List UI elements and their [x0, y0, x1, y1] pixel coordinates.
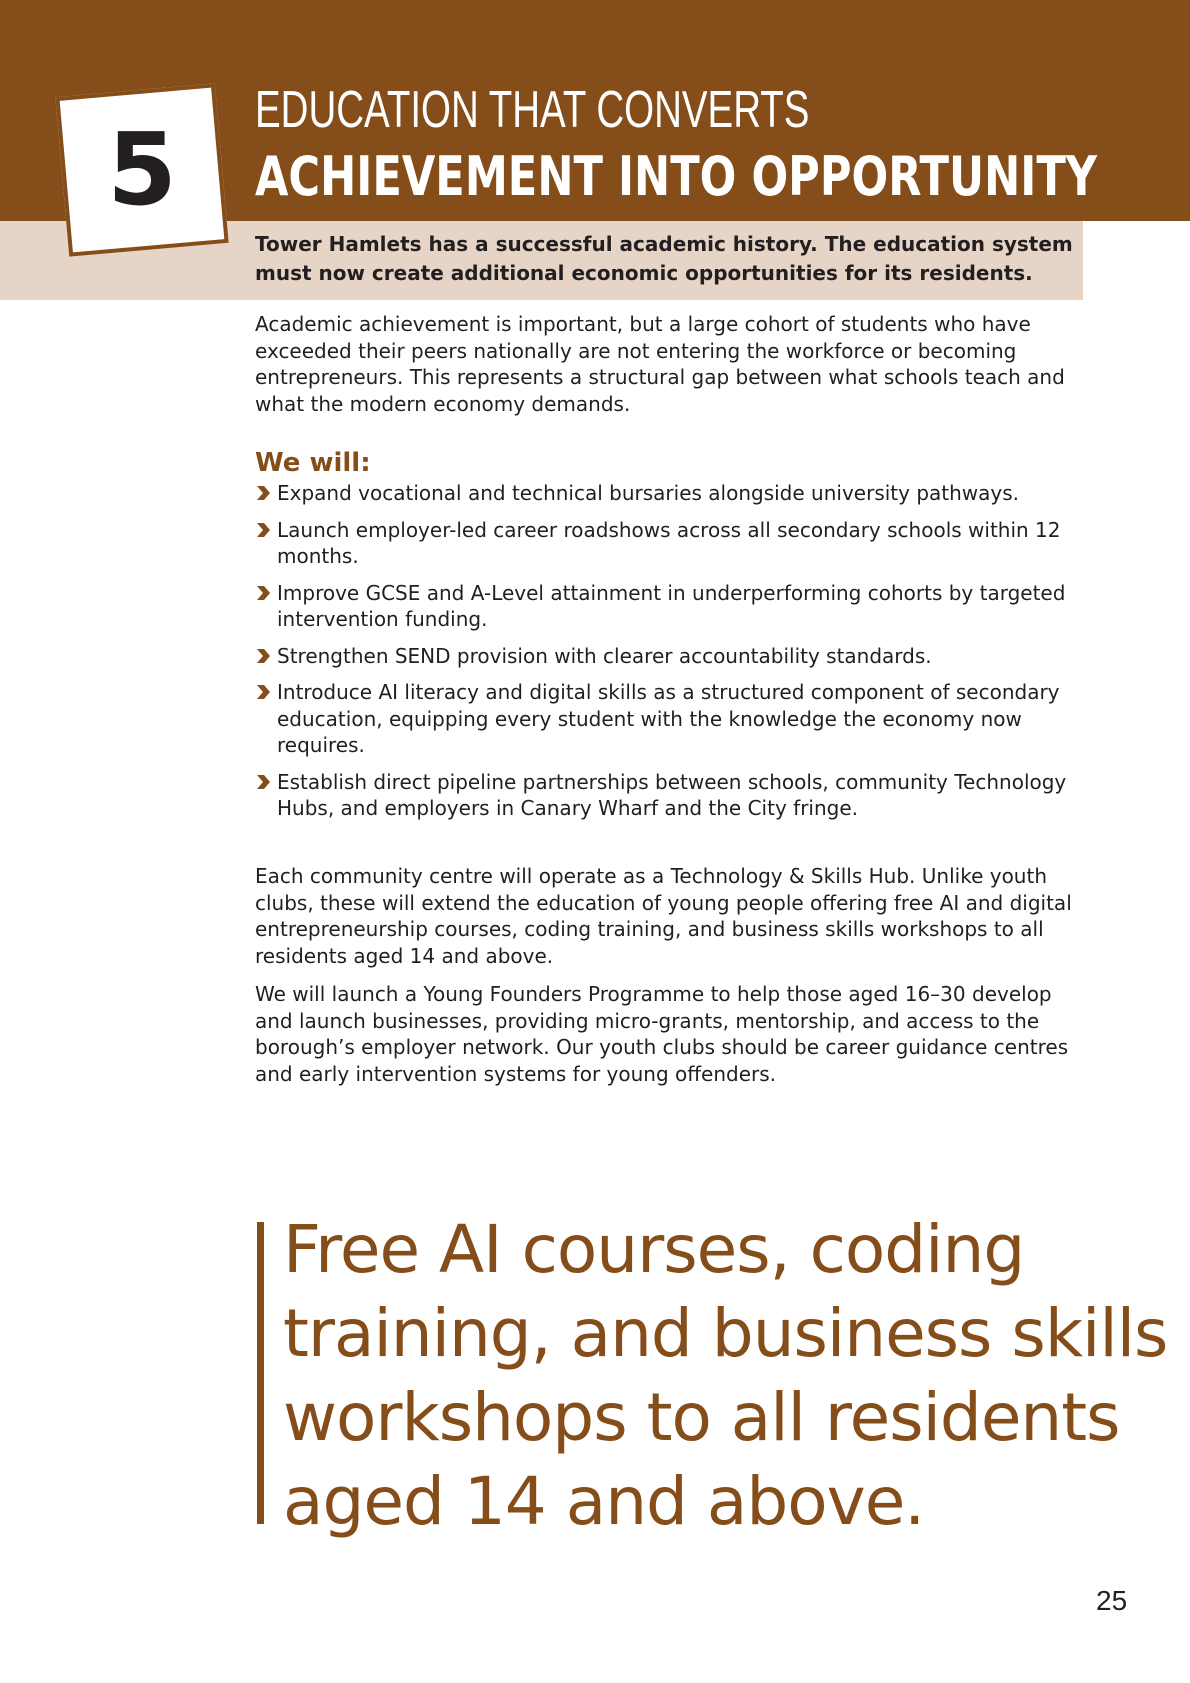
we-will-heading: We will: — [255, 448, 371, 478]
section-title-line2: ACHIEVEMENT INTO OPPORTUNITY — [255, 145, 1098, 208]
list-item — [255, 480, 1090, 507]
chevron-right-icon — [255, 522, 271, 538]
list-item-text: Establish direct pipeline partnerships between schools, community Technology Hubs, and employers in Canary Wharf and the City fringe. — [277, 769, 1067, 820]
body-paragraph-1: Academic achievement is important, but a large cohort of students who have exceeded their peers nationally are not entering the workforce or becoming entrepreneurs. This represents a structural gap between what schools teach and what the modern economy demands. — [255, 312, 1065, 416]
chevron-right-icon — [255, 485, 271, 501]
list-item-text: Launch employer-led career roadshows across all secondary schools within 12 months. — [277, 517, 1061, 568]
list-item — [255, 580, 1090, 633]
section-number-badge — [55, 83, 228, 256]
section-title-line1: EDUCATION THAT CONVERTS — [255, 81, 810, 139]
section-number: 5 — [107, 111, 177, 228]
chevron-right-icon — [255, 648, 271, 664]
pull-quote: Free AI courses, coding training, and business skills workshops to all residents aged 14 and above. — [283, 1211, 1168, 1540]
intro-text: Tower Hamlets has a successful academic history. The education system must now create additional economic opportunities for its residents. — [255, 232, 1073, 285]
list-item-text: Improve GCSE and A-Level attainment in underperforming cohorts by targeted intervention funding. — [277, 580, 1066, 631]
list-item-text: Strengthen SEND provision with clearer accountability standards. — [277, 643, 932, 668]
chevron-right-icon — [255, 684, 271, 700]
list-item-text: Expand vocational and technical bursaries alongside university pathways. — [277, 481, 1020, 505]
list-item — [255, 769, 1090, 822]
page-number: 25 — [1096, 1585, 1128, 1616]
list-item-text: Introduce AI literacy and digital skills as a structured component of secondary education, equipping every student with the knowledge the economy now requires. — [277, 680, 1060, 757]
chevron-right-icon — [255, 774, 271, 790]
commitments-list — [255, 480, 1090, 832]
chevron-right-icon — [255, 585, 271, 601]
list-item — [255, 679, 1090, 759]
body-paragraph-2: Each community centre will operate as a Technology & Skills Hub. Unlike youth clubs, these will extend the education of young people offering free AI and digital entrepreneurship courses, coding training, and business skills workshops to all residents aged 14 and above. — [255, 864, 1072, 968]
pull-quote-bar — [257, 1222, 264, 1524]
list-item — [255, 643, 1090, 670]
body-paragraph-3: We will launch a Young Founders Programme to help those aged 16–30 develop and launch businesses, providing micro-grants, mentorship, and access to the borough’s employer network. Our youth clubs should be career guidance centres and early intervention systems for young offenders. — [255, 982, 1069, 1086]
list-item — [255, 517, 1090, 570]
